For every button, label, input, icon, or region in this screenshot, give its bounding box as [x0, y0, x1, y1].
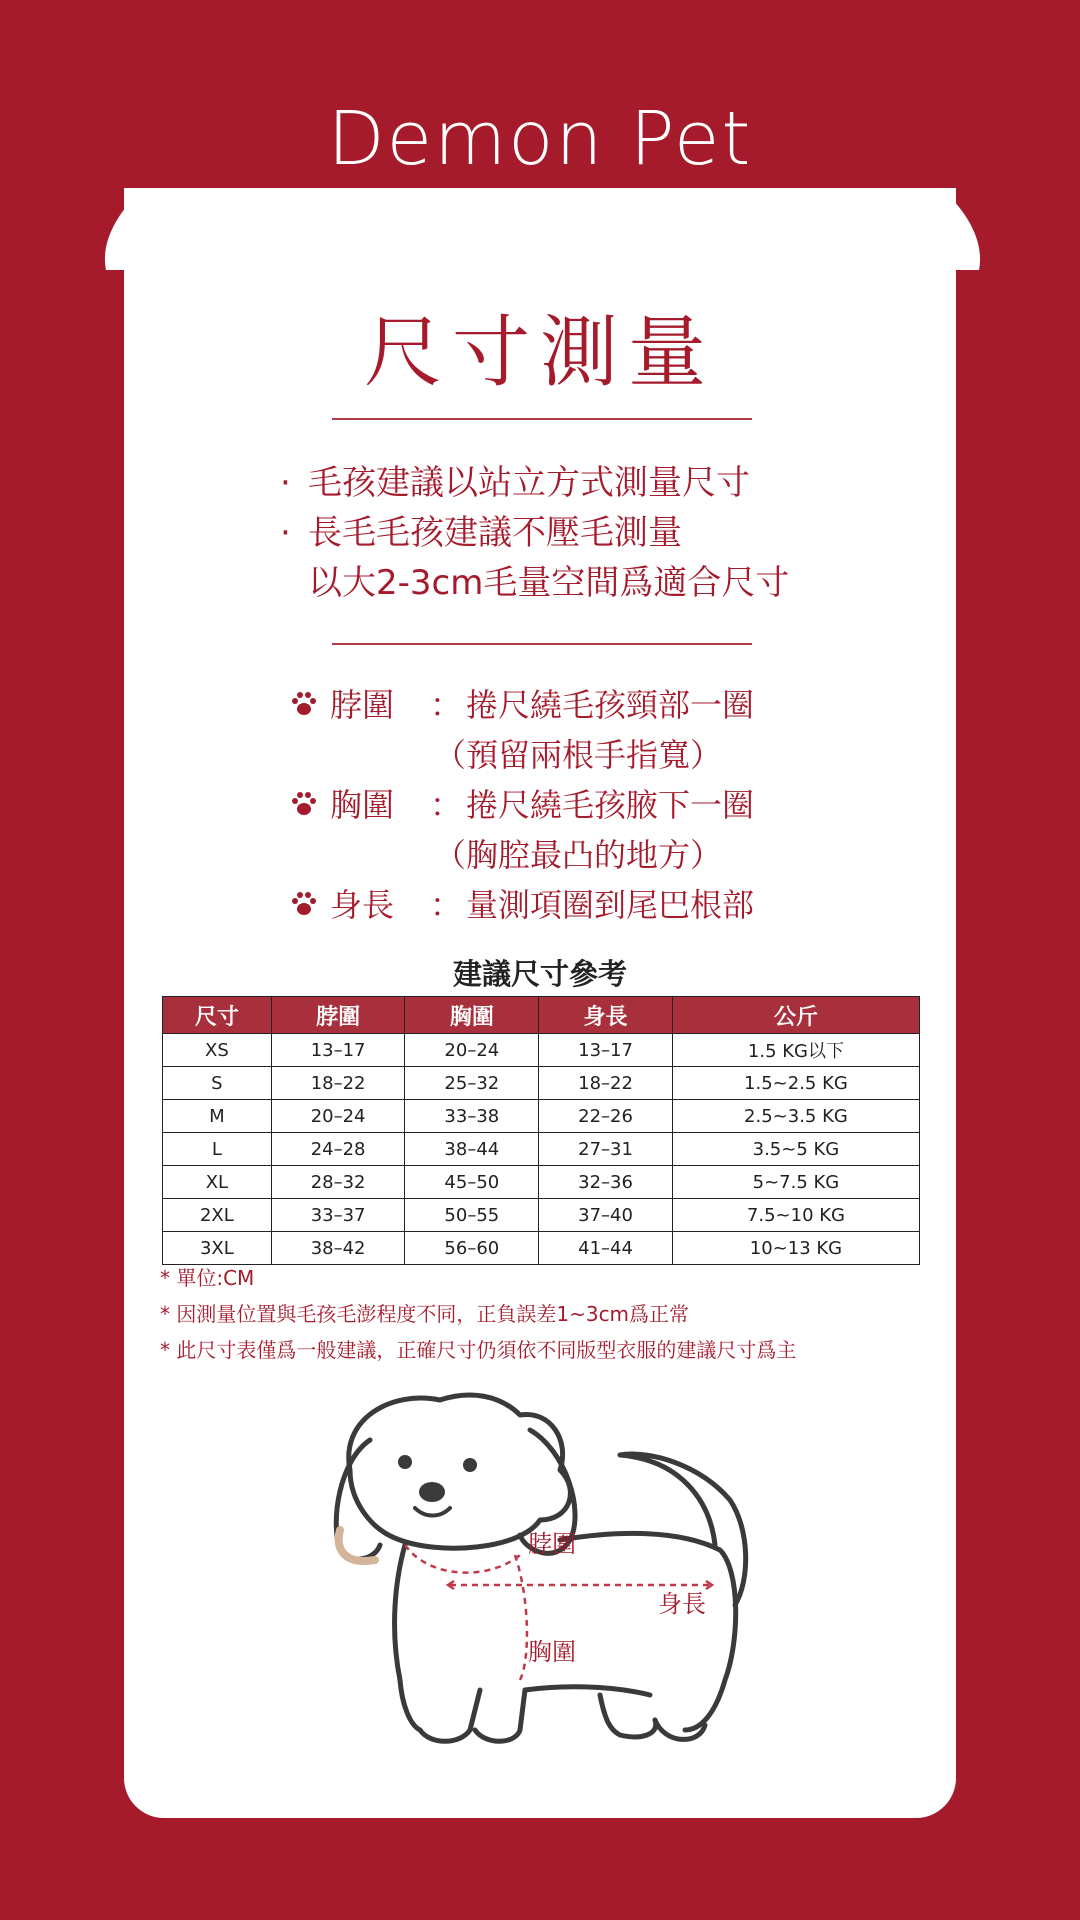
table-cell: 20–24	[405, 1034, 539, 1067]
table-cell: 1.5~2.5 KG	[672, 1067, 919, 1100]
table-cell: 24–28	[271, 1133, 405, 1166]
divider-middle	[332, 643, 752, 645]
table-cell: 1.5 KG以下	[672, 1034, 919, 1067]
divider-top	[332, 418, 752, 420]
column-header: 公斤	[672, 997, 919, 1034]
measure-note: （預留兩根手指寬）	[434, 736, 723, 774]
table-cell: 5~7.5 KG	[672, 1166, 919, 1199]
measure-note: （胸腔最凸的地方）	[434, 836, 723, 874]
footnote: * 單位:CM	[160, 1266, 255, 1290]
column-header: 身長	[539, 997, 673, 1034]
table-cell: 56–60	[405, 1232, 539, 1265]
table-cell: 20–24	[271, 1100, 405, 1133]
table-cell: XL	[163, 1166, 272, 1199]
measure-item-chest	[290, 780, 754, 830]
measure-label: 脖圍	[330, 686, 395, 724]
table-cell: 2XL	[163, 1199, 272, 1232]
table-cell: 7.5~10 KG	[672, 1199, 919, 1232]
table-cell: 41–44	[539, 1232, 673, 1265]
table-cell: 37–40	[539, 1199, 673, 1232]
table-cell: 18–22	[271, 1067, 405, 1100]
measure-desc: 捲尺繞毛孩腋下一圈	[466, 786, 755, 824]
table-cell: 32–36	[539, 1166, 673, 1199]
tip-item: · 長毛毛孩建議不壓毛測量	[280, 508, 789, 558]
table-cell: 25–32	[405, 1067, 539, 1100]
table-cell: 10~13 KG	[672, 1232, 919, 1265]
table-cell: 13–17	[539, 1034, 673, 1067]
table-cell: 3.5~5 KG	[672, 1133, 919, 1166]
table-cell: 27–31	[539, 1133, 673, 1166]
table-cell: M	[163, 1100, 272, 1133]
measuring-tips	[280, 458, 789, 608]
table-cell: 28–32	[271, 1166, 405, 1199]
footnote: * 此尺寸表僅爲一般建議，正確尺寸仍須依不同版型衣服的建議尺寸爲主	[160, 1338, 797, 1362]
table-cell: 18–22	[539, 1067, 673, 1100]
table-cell: 33–38	[405, 1100, 539, 1133]
table-header-row	[163, 997, 920, 1034]
paw-icon	[290, 690, 318, 718]
table-cell: 38–44	[405, 1133, 539, 1166]
column-header: 脖圍	[271, 997, 405, 1034]
table-cell: XS	[163, 1034, 272, 1067]
table-cell: 38–42	[271, 1232, 405, 1265]
table-cell: L	[163, 1133, 272, 1166]
dog-measurement-illustration	[320, 1380, 760, 1770]
measure-desc: 量測項圈到尾巴根部	[466, 886, 755, 924]
table-cell: 50–55	[405, 1199, 539, 1232]
measure-colon: ：	[430, 686, 463, 724]
size-table-title: 建議尺寸參考	[452, 957, 627, 991]
table-row	[163, 1199, 920, 1232]
table-cell: S	[163, 1067, 272, 1100]
measure-colon: ：	[430, 886, 463, 924]
measure-item-neck	[290, 680, 754, 730]
table-cell: 2.5~3.5 KG	[672, 1100, 919, 1133]
diagram-label-neck: 脖圍	[528, 1530, 576, 1558]
table-row	[163, 1133, 920, 1166]
table-cell: 33–37	[271, 1199, 405, 1232]
size-table	[162, 996, 920, 1265]
table-row	[163, 1100, 920, 1133]
tip-item: · 毛孩建議以站立方式測量尺寸	[280, 458, 789, 508]
table-cell: 13–17	[271, 1034, 405, 1067]
measure-label: 胸圍	[330, 786, 395, 824]
table-cell: 3XL	[163, 1232, 272, 1265]
table-row	[163, 1034, 920, 1067]
measure-list	[290, 680, 754, 930]
diagram-label-chest: 胸圍	[528, 1638, 576, 1666]
footnotes	[160, 1260, 796, 1368]
tip-continuation: 以大2-3cm毛量空間爲適合尺寸	[308, 563, 790, 603]
footnote: * 因測量位置與毛孩毛澎程度不同，正負誤差1~3cm爲正常	[160, 1302, 690, 1326]
table-cell: 45–50	[405, 1166, 539, 1199]
page-title: 尺寸測量	[363, 308, 716, 398]
measure-desc: 捲尺繞毛孩頸部一圈	[466, 686, 755, 724]
table-row	[163, 1166, 920, 1199]
brand-logo: Demon Pet	[327, 96, 753, 182]
table-cell: 22–26	[539, 1100, 673, 1133]
measure-item-length	[290, 880, 754, 930]
diagram-label-length: 身長	[658, 1590, 706, 1618]
column-header: 尺寸	[163, 997, 272, 1034]
paw-icon	[290, 790, 318, 818]
column-header: 胸圍	[405, 997, 539, 1034]
measure-colon: ：	[430, 786, 463, 824]
paw-icon	[290, 890, 318, 918]
measure-label: 身長	[330, 886, 395, 924]
table-row	[163, 1067, 920, 1100]
